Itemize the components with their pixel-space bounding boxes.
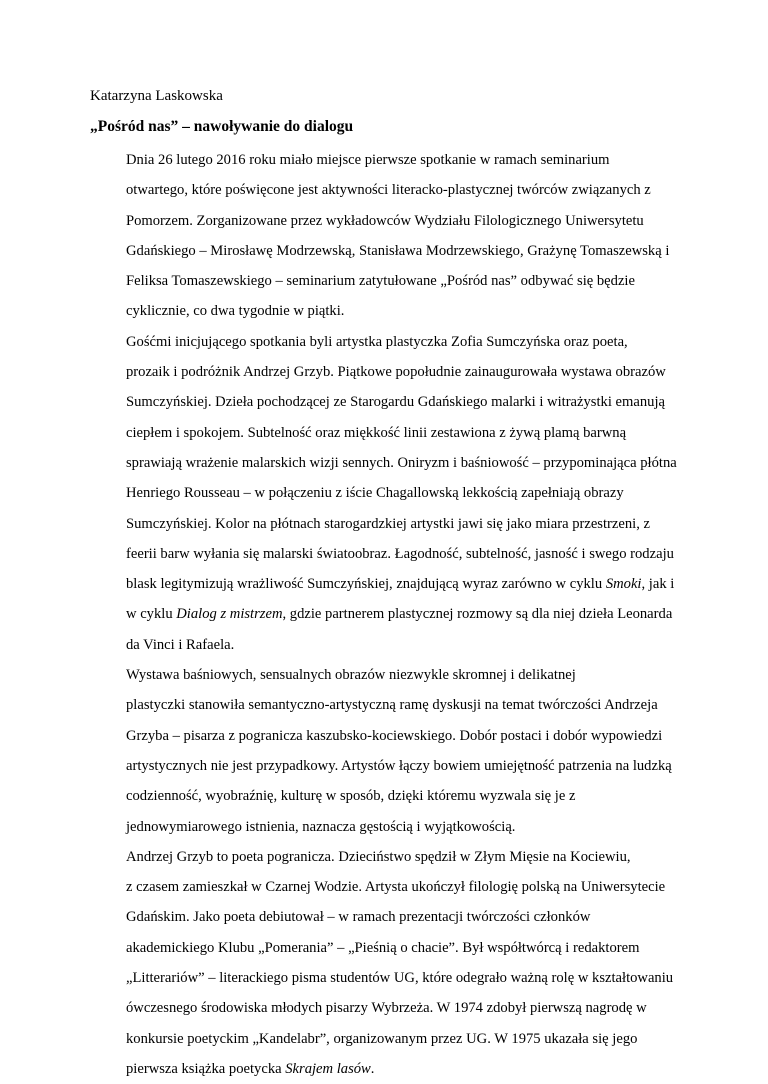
text-run: da Vinci i Rafaela. bbox=[126, 636, 235, 653]
text-line bbox=[90, 751, 688, 781]
text-line bbox=[90, 418, 688, 448]
text-line bbox=[90, 236, 688, 266]
paragraph bbox=[90, 327, 688, 660]
text-line bbox=[90, 933, 688, 963]
text-run: feerii barw wyłania się malarski światoobraz. Łagodność, subtelność, jasność i swego rodzaju bbox=[126, 545, 674, 562]
text-run: plastyczki stanowiła semantyczno-artystyczną ramę dyskusji na temat twórczości Andrzeja bbox=[126, 697, 658, 714]
text-line bbox=[90, 145, 688, 175]
text-run: ciepłem i spokojem. Subtelność oraz miękkość linii zestawiona z żywą plamą barwną bbox=[126, 424, 627, 441]
text-run: artystycznych nie jest przypadkowy. Artystów łączy bowiem umiejętność patrzenia na ludzką bbox=[126, 757, 672, 774]
text-line bbox=[90, 902, 688, 932]
text-line bbox=[90, 630, 688, 660]
text-line bbox=[90, 478, 688, 508]
text-line bbox=[90, 539, 688, 569]
italic-title: Smoki bbox=[605, 576, 642, 593]
text-line bbox=[90, 266, 688, 296]
text-run: w cyklu bbox=[126, 606, 177, 623]
text-run: Dnia 26 lutego 2016 roku miało miejsce pierwsze spotkanie w ramach seminarium bbox=[126, 152, 610, 168]
text-run: jednowymiarowego istnienia, naznacza gęstością i wyjątkowością. bbox=[126, 818, 516, 835]
text-line bbox=[90, 357, 688, 387]
text-line bbox=[90, 569, 688, 599]
text-line bbox=[90, 781, 688, 811]
text-run: , jak i bbox=[641, 576, 675, 593]
text-line bbox=[90, 812, 688, 842]
article-body bbox=[90, 145, 688, 1084]
text-line bbox=[90, 327, 688, 357]
text-run: blask legitymizują wrażliwość Sumczyńskiej, znajdującą wyraz zarówno w cyklu bbox=[126, 576, 606, 593]
text-run: konkursie poetyckim „Kandelabr”, organizowanym przez UG. W 1975 ukazała się jego bbox=[126, 1030, 638, 1047]
author-name: Katarzyna Laskowska bbox=[90, 88, 223, 104]
text-line bbox=[90, 721, 688, 751]
paragraph bbox=[90, 842, 688, 1084]
text-run: Gdańskiego – Mirosławę Modrzewską, Stanisława Modrzewskiego, Grażynę Tomaszewską i bbox=[126, 242, 670, 259]
text-line bbox=[90, 872, 688, 902]
text-run: ówczesnego środowiska młodych pisarzy Wybrzeża. W 1974 zdobył pierwszą nagrodę w bbox=[126, 1000, 647, 1017]
text-run: cyklicznie, co dwa tygodnie w piątki. bbox=[126, 303, 345, 320]
text-run: sprawiają wrażenie malarskich wizji sennych. Oniryzm i baśniowość – przypominająca płótna bbox=[126, 454, 677, 471]
article-title: „Pośród nas” – nawoływanie do dialogu bbox=[90, 118, 354, 135]
text-run: Pomorzem. Zorganizowane przez wykładowców Wydziału Filologicznego Uniwersytetu bbox=[126, 212, 644, 229]
text-line bbox=[90, 660, 688, 690]
text-run: , gdzie partnerem plastycznej rozmowy są dla niej dzieła Leonarda bbox=[282, 606, 673, 623]
text-run: Sumczyńskiej. Kolor na płótnach starogardzkiej artystki jawi się jako miara przestrzeni, z bbox=[126, 515, 650, 532]
text-run: Henriego Rousseau – w połączeniu z iście Chagallowską lekkością zapełniają obrazy bbox=[126, 485, 624, 502]
text-run: . bbox=[370, 1060, 375, 1077]
text-run: Wystawa baśniowych, sensualnych obrazów niezwykle skromnej i delikatnej bbox=[126, 667, 576, 684]
text-run: „Litterariów” – literackiego pisma studentów UG, które odegrało ważną rolę w kształtowaniu bbox=[126, 970, 674, 987]
text-run: Sumczyńskiej. Dzieła pochodzącej ze Starogardu Gdańskiego malarki i witrażystki emanują bbox=[126, 394, 665, 411]
text-run: codzienność, wyobraźnię, kulturę w sposób, dzięki któremu wyzwala się je z bbox=[126, 788, 576, 805]
text-line bbox=[90, 448, 688, 478]
text-line bbox=[90, 993, 688, 1023]
text-line bbox=[90, 963, 688, 993]
text-run: akademickiego Klubu „Pomerania” – „Pieśnią o chacie”. Był współtwórcą i redaktorem bbox=[126, 939, 640, 956]
text-line bbox=[90, 599, 688, 629]
text-line bbox=[90, 1054, 688, 1084]
paragraph bbox=[90, 660, 688, 842]
text-line bbox=[90, 206, 688, 236]
text-line bbox=[90, 175, 688, 205]
text-run: Grzyba – pisarza z pogranicza kaszubsko-kociewskiego. Dobór postaci i dobór wypowiedzi bbox=[126, 727, 663, 744]
text-line bbox=[90, 509, 688, 539]
text-line bbox=[90, 296, 688, 326]
text-run: Gośćmi inicjującego spotkania byli artystka plastyczka Zofia Sumczyńska oraz poeta, bbox=[126, 333, 628, 350]
text-line bbox=[90, 690, 688, 720]
italic-title: Skrajem lasów bbox=[285, 1060, 371, 1077]
text-line bbox=[90, 1024, 688, 1054]
italic-title: Dialog z mistrzem bbox=[176, 606, 283, 623]
text-run: Feliksa Tomaszewskiego – seminarium zatytułowane „Pośród nas” odbywać się będzie bbox=[126, 273, 635, 290]
text-run: otwartego, które poświęcone jest aktywności literacko-plastycznej twórców związanych z bbox=[126, 182, 651, 199]
paragraph bbox=[90, 145, 688, 327]
text-run: Gdańskim. Jako poeta debiutował – w ramach prezentacji twórczości członków bbox=[126, 909, 591, 926]
text-run: Andrzej Grzyb to poeta pogranicza. Dzieciństwo spędził w Złym Mięsie na Kociewiu, bbox=[126, 848, 631, 865]
text-run: prozaik i podróżnik Andrzej Grzyb. Piątkowe popołudnie zainaugurowała wystawa obrazów bbox=[126, 364, 666, 381]
text-run: z czasem zamieszkał w Czarnej Wodzie. Artysta ukończył filologię polską na Uniwersytecie bbox=[126, 879, 666, 896]
text-line bbox=[90, 842, 688, 872]
text-line bbox=[90, 387, 688, 417]
text-run: pierwsza książka poetycka bbox=[126, 1060, 286, 1077]
